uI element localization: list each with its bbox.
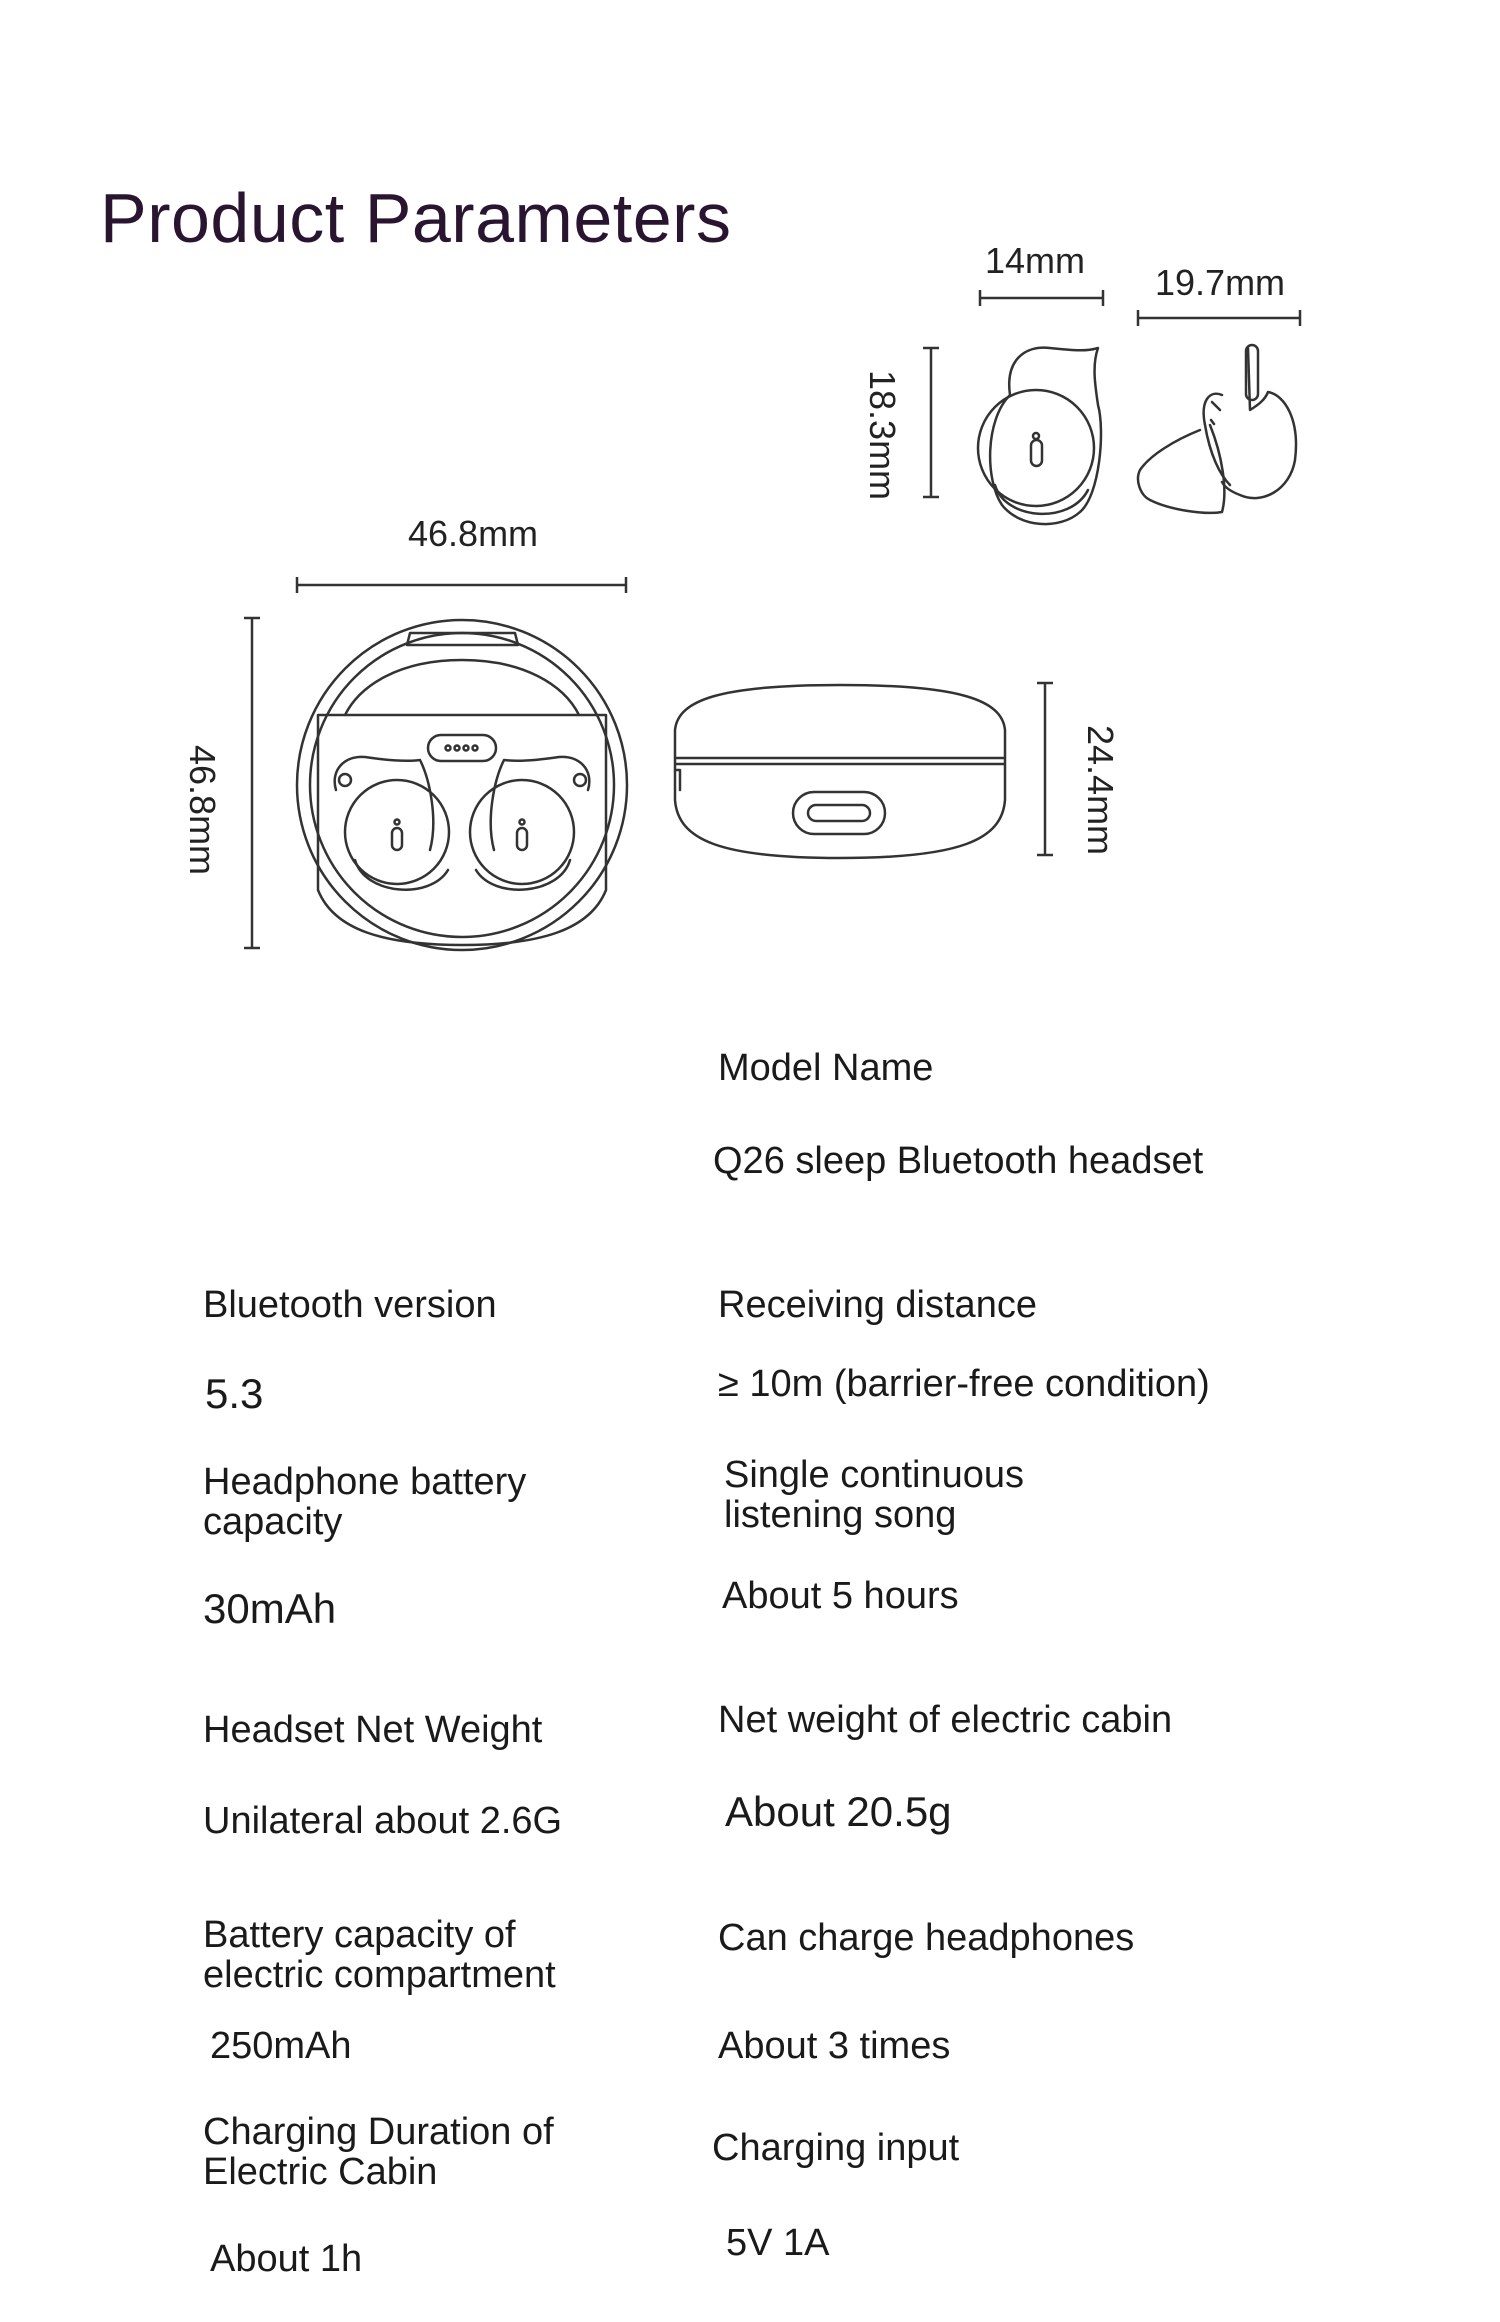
spec-value-charging-input: 5V 1A	[726, 2222, 830, 2264]
dim-earbud-width: 14mm	[985, 240, 1086, 281]
case-top-view	[297, 620, 627, 950]
product-dimension-drawing	[0, 0, 1500, 1000]
spec-value-bluetooth-version: 5.3	[205, 1370, 264, 1417]
spec-value-charge-times: About 3 times	[718, 2025, 951, 2067]
spec-value-charging-duration: About 1h	[210, 2238, 363, 2280]
spec-value-cabin-weight: About 20.5g	[725, 1788, 952, 1835]
dim-earbud-height: 18.3mm	[862, 370, 903, 501]
earbud-front-view	[978, 348, 1101, 524]
spec-label-single-listening: Single continuous listening song	[724, 1454, 1024, 1536]
earbud-side-view	[1138, 345, 1296, 513]
spec-value-model-name: Q26 sleep Bluetooth headset	[713, 1140, 1204, 1182]
spec-label-model-name: Model Name	[718, 1047, 934, 1089]
spec-label-cabin-weight: Net weight of electric cabin	[718, 1699, 1173, 1741]
spec-value-headphone-battery: 30mAh	[203, 1585, 337, 1632]
spec-value-compartment-battery: 250mAh	[210, 2025, 352, 2067]
dim-case-thickness: 24.4mm	[1080, 725, 1121, 856]
spec-value-single-listening: About 5 hours	[722, 1575, 959, 1617]
spec-label-charging-input: Charging input	[712, 2127, 960, 2169]
page-title: Product Parameters	[100, 179, 732, 257]
spec-label-bluetooth-version: Bluetooth version	[203, 1284, 497, 1326]
case-side-view	[675, 685, 1005, 858]
spec-value-headset-weight: Unilateral about 2.6G	[203, 1800, 563, 1842]
dim-earbud-depth: 19.7mm	[1155, 262, 1286, 303]
spec-label-charging-duration: Charging Duration of Electric Cabin	[203, 2111, 554, 2193]
dim-case-height: 46.8mm	[182, 745, 223, 876]
spec-label-charge-times: Can charge headphones	[718, 1917, 1135, 1959]
spec-label-headphone-battery: Headphone battery capacity	[203, 1461, 527, 1543]
spec-label-receiving-distance: Receiving distance	[718, 1284, 1037, 1326]
spec-label-headset-weight: Headset Net Weight	[203, 1709, 543, 1751]
spec-value-receiving-distance: ≥ 10m (barrier-free condition)	[718, 1363, 1210, 1405]
spec-label-compartment-battery: Battery capacity of electric compartment	[203, 1914, 556, 1996]
dim-case-width: 46.8mm	[408, 513, 539, 554]
